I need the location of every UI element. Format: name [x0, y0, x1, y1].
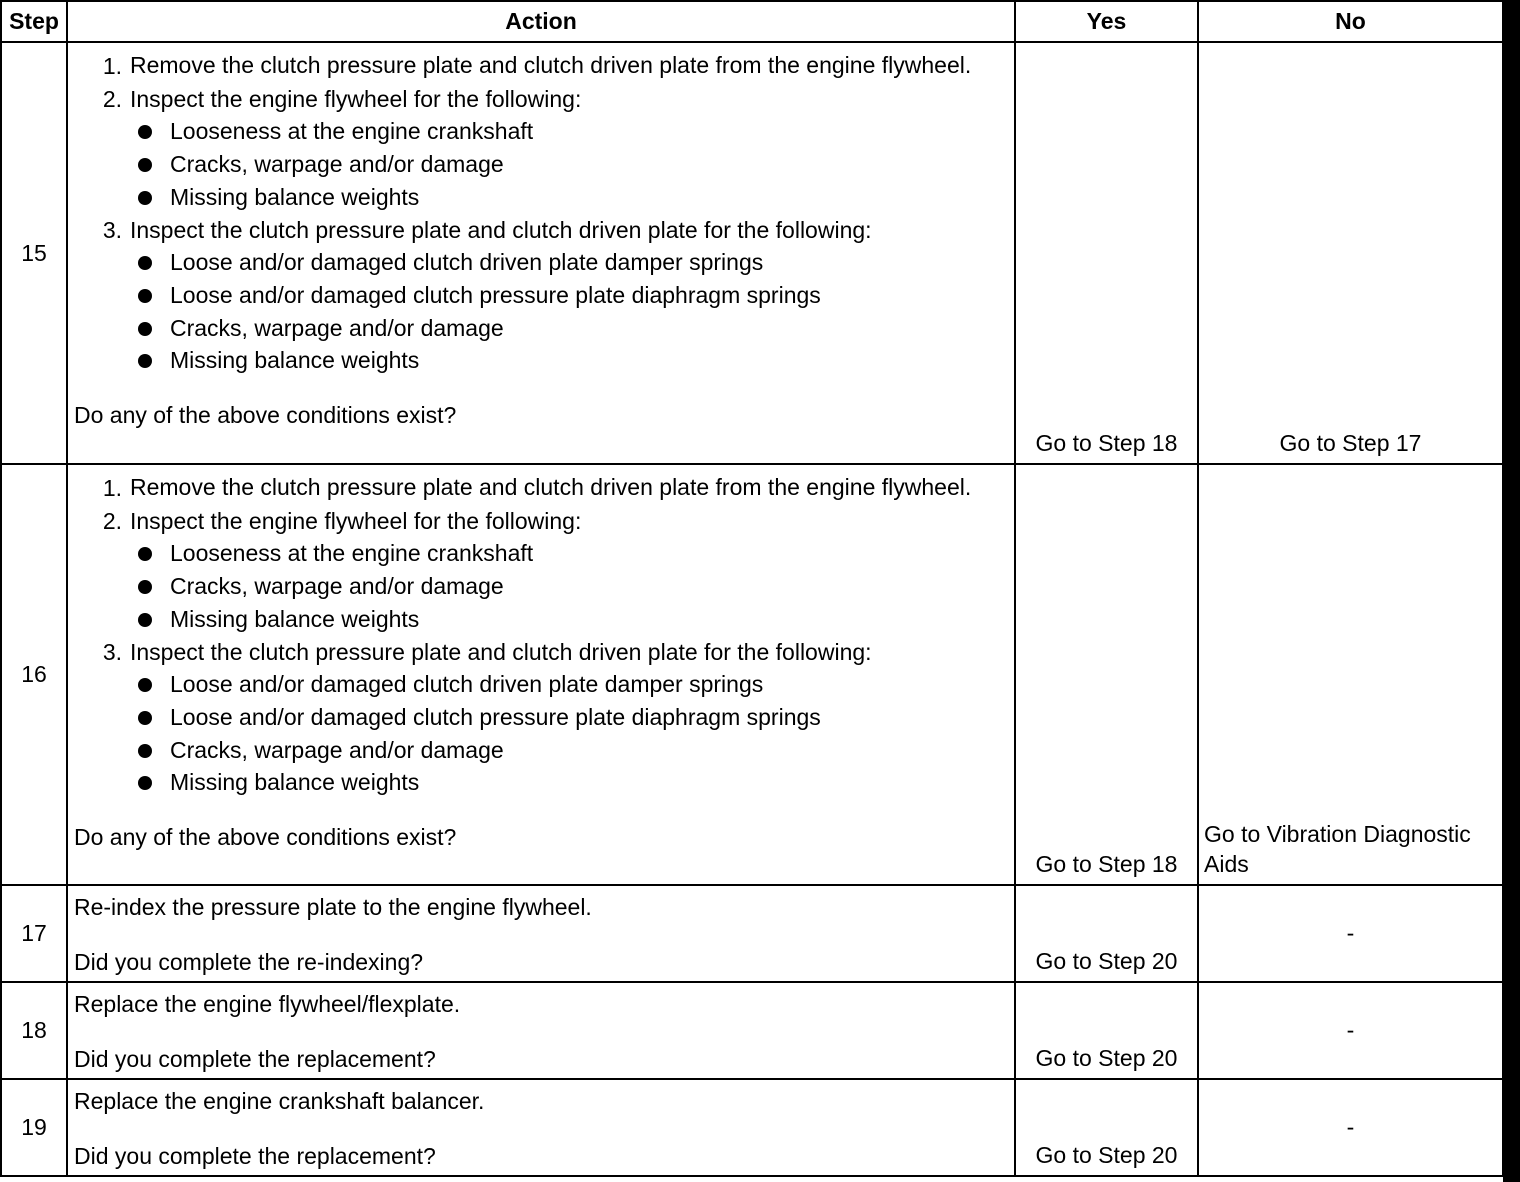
table-row-step-18	[1, 982, 1503, 1079]
bullet-item	[74, 181, 1008, 214]
item-number: 2.	[102, 507, 122, 534]
yes-result: Go to Step 18	[1035, 430, 1178, 456]
bullet-icon	[138, 354, 152, 368]
list-item	[74, 50, 1008, 83]
no-cell: -	[1198, 1079, 1503, 1176]
header-yes: Yes	[1015, 1, 1198, 42]
step-number: 18	[1, 982, 67, 1079]
item-text: Inspect the engine flywheel for the following:	[130, 85, 582, 112]
bullet-item	[74, 603, 1008, 636]
list-item	[74, 472, 1008, 505]
item-text: Remove the clutch pressure plate and clutch driven plate from the engine flywheel.	[130, 474, 972, 500]
bullet-icon	[138, 191, 152, 205]
step-number: 17	[1, 885, 67, 982]
no-result: Go to Step 17	[1279, 430, 1422, 456]
no-cell: -	[1198, 982, 1503, 1079]
question-text: Did you complete the re-indexing?	[74, 949, 424, 975]
table-row-step-17	[1, 885, 1503, 982]
header-step: Step	[1, 1, 67, 42]
bullet-text: Missing balance weights	[170, 347, 420, 374]
table-row-step-15	[1, 42, 1503, 464]
bullet-text: Cracks, warpage and/or damage	[170, 151, 504, 178]
bullet-item	[74, 115, 1008, 148]
action-text: Replace the engine flywheel/flexplate.	[74, 991, 461, 1017]
bullet-item	[74, 734, 1008, 767]
bullet-icon	[138, 711, 152, 725]
no-cell	[1198, 42, 1503, 464]
item-number: 3.	[102, 216, 122, 243]
bullet-text: Cracks, warpage and/or damage	[170, 314, 504, 341]
list-item	[74, 83, 1008, 116]
action-cell	[67, 42, 1015, 464]
item-text: Inspect the clutch pressure plate and clutch driven plate for the following:	[130, 216, 872, 243]
yes-result: Go to Step 20	[1035, 1142, 1178, 1168]
bullet-icon	[138, 613, 152, 627]
bullet-text: Loose and/or damaged clutch pressure plate diaphragm springs	[170, 703, 821, 730]
item-number: 2.	[102, 85, 122, 112]
table-row-step-16	[1, 464, 1503, 885]
bullet-item	[74, 701, 1008, 734]
bullet-item	[74, 537, 1008, 570]
step-number: 16	[1, 464, 67, 885]
yes-cell	[1015, 1079, 1198, 1176]
bullet-text: Loose and/or damaged clutch driven plate damper springs	[170, 249, 764, 276]
bullet-text: Loose and/or damaged clutch driven plate damper springs	[170, 671, 764, 698]
no-cell	[1198, 464, 1503, 885]
list-item	[74, 505, 1008, 538]
header-no: No	[1198, 1, 1503, 42]
bullet-icon	[138, 322, 152, 336]
bullet-icon	[138, 256, 152, 270]
item-number: 3.	[102, 638, 122, 665]
bullet-text: Missing balance weights	[170, 605, 420, 632]
item-number: 1.	[102, 475, 122, 501]
question-text: Did you complete the replacement?	[74, 1046, 436, 1072]
yes-cell	[1015, 885, 1198, 982]
yes-result: Go to Step 18	[1035, 851, 1178, 877]
item-number: 1.	[102, 53, 122, 79]
bullet-item	[74, 279, 1008, 312]
bullet-icon	[138, 776, 152, 790]
bullet-item	[74, 246, 1008, 279]
bullet-icon	[138, 125, 152, 139]
header-row	[1, 1, 1503, 42]
yes-cell	[1015, 464, 1198, 885]
bullet-text: Loose and/or damaged clutch pressure plate diaphragm springs	[170, 281, 821, 308]
header-action: Action	[67, 1, 1015, 42]
item-text: Inspect the engine flywheel for the following:	[130, 507, 582, 534]
no-result: Go to Vibration Diagnostic Aids	[1204, 821, 1471, 877]
question-text: Did you complete the replacement?	[74, 1143, 436, 1169]
action-text: Re-index the pressure plate to the engine flywheel.	[74, 894, 592, 920]
action-cell	[67, 885, 1015, 982]
bullet-icon	[138, 547, 152, 561]
bullet-icon	[138, 289, 152, 303]
yes-result: Go to Step 20	[1035, 948, 1178, 974]
bullet-icon	[138, 158, 152, 172]
list-item	[74, 636, 1008, 669]
table-row-step-19	[1, 1079, 1503, 1176]
yes-cell	[1015, 42, 1198, 464]
bullet-text: Cracks, warpage and/or damage	[170, 573, 504, 600]
action-cell	[67, 464, 1015, 885]
yes-cell	[1015, 982, 1198, 1079]
bullet-icon	[138, 744, 152, 758]
bullet-item	[74, 570, 1008, 603]
bullet-item	[74, 148, 1008, 181]
item-text: Inspect the clutch pressure plate and clutch driven plate for the following:	[130, 638, 872, 665]
bullet-item	[74, 766, 1008, 799]
bullet-text: Looseness at the engine crankshaft	[170, 118, 534, 145]
step-number: 19	[1, 1079, 67, 1176]
action-cell	[67, 1079, 1015, 1176]
step-number: 15	[1, 42, 67, 464]
bullet-text: Looseness at the engine crankshaft	[170, 540, 534, 567]
bullet-text: Missing balance weights	[170, 183, 420, 210]
bullet-text: Cracks, warpage and/or damage	[170, 736, 504, 763]
bullet-icon	[138, 580, 152, 594]
action-text: Replace the engine crankshaft balancer.	[74, 1088, 485, 1114]
bullet-item	[74, 344, 1008, 377]
list-item	[74, 214, 1008, 247]
action-cell	[67, 982, 1015, 1079]
bullet-icon	[138, 678, 152, 692]
bullet-text: Missing balance weights	[170, 769, 420, 796]
yes-result: Go to Step 20	[1035, 1045, 1178, 1071]
question-text: Do any of the above conditions exist?	[74, 824, 457, 851]
no-cell: -	[1198, 885, 1503, 982]
question-text: Do any of the above conditions exist?	[74, 402, 457, 429]
bullet-item	[74, 312, 1008, 345]
bullet-item	[74, 668, 1008, 701]
item-text: Remove the clutch pressure plate and clutch driven plate from the engine flywheel.	[130, 52, 972, 78]
